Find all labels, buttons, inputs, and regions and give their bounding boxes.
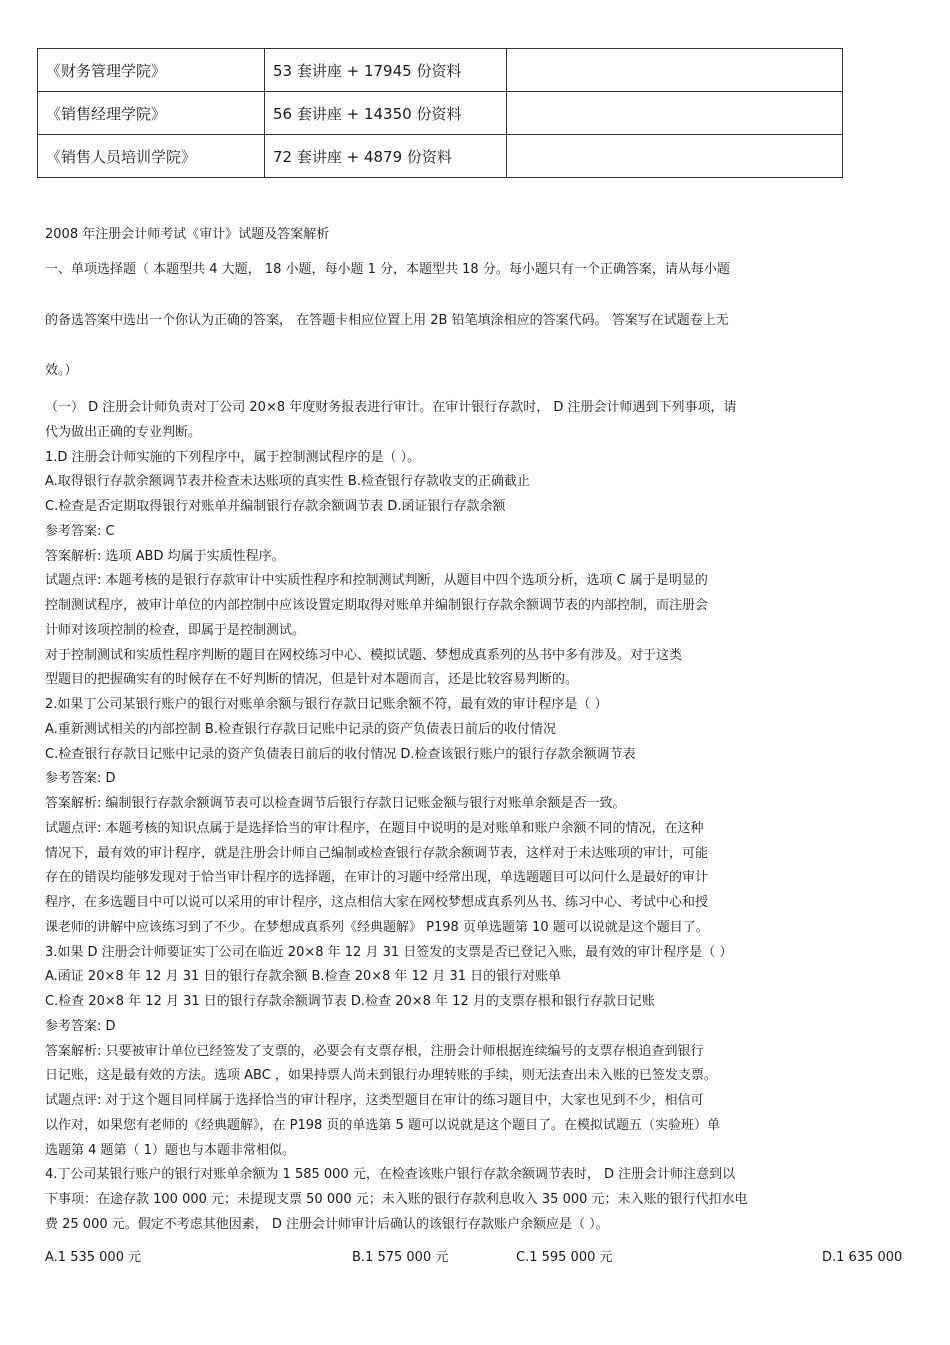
body-text-line: 型题目的把握确实有的时候存在不好判断的情况，但是针对本题而言，还是比较容易判断的。 [45, 672, 579, 688]
body-text-line: 2.如果丁公司某银行账户的银行对账单余额与银行存款日记账余额不符，最有效的审计程序是（ ） [45, 697, 608, 712]
body-text-line: 代为做出正确的专业判断。 [45, 424, 202, 440]
body-text-line: C.检查 20×8 年 12 月 31 日的银行存款余额调节表 D.检查 20×8 年 12 月的支票存根和银行存款日记账 [45, 994, 655, 1009]
empty-cell [507, 49, 843, 92]
body-text-line: 4.丁公司某银行账户的银行对账单余额为 1 585 000 元，在检查该账户银行存款余额调节表时， D 注册会计师注意到以 [45, 1167, 736, 1183]
resource-table [37, 48, 843, 178]
body-text-line: 情况下，最有效的审计程序，就是注册会计师自己编制或检查银行存款余额调节表，这样对于未达账项的审计，可能 [45, 845, 709, 861]
answer-option: B.1 575 000 元 [352, 1250, 449, 1265]
answer-option: A.1 535 000 元 [45, 1250, 142, 1265]
body-text-line: 参考答案: D [45, 771, 116, 787]
body-text-line: 计师对该项控制的检查，即属于是控制测试。 [45, 622, 306, 638]
empty-cell [507, 92, 843, 135]
body-text-line: 1.D 注册会计师实施的下列程序中，属于控制测试程序的是（ ）。 [45, 449, 421, 465]
college-name-cell: 《销售人员培训学院》 [38, 135, 265, 178]
resource-count-cell: 56 套讲座 + 14350 份资料 [265, 92, 507, 135]
body-text-line: 控制测试程序，被审计单位的内部控制中应该设置定期取得对账单并编制银行存款余额调节表的内部控制，而注册会 [45, 598, 709, 613]
body-text-line: 参考答案: D [45, 1018, 116, 1034]
body-text-line: 日记账，这是最有效的方法。选项 ABC ，如果持票人尚未到银行办理转账的手续，则无法查出未入账的已签发支票。 [45, 1068, 717, 1084]
body-text-line: 试题点评: 本题考核的是银行存款审计中实质性程序和控制测试判断，从题目中四个选项分析，选项 C 属于是明显的 [45, 573, 708, 589]
body-text-line: 程序，在多选题目中可以说可以采用的审计程序，这点相信大家在网校梦想成真系列丛书、练习中心、考试中心和授 [45, 895, 709, 910]
body-text-line: 答案解析: 编制银行存款余额调节表可以检查调节后银行存款日记账金额与银行对账单余额是否一致。 [45, 796, 626, 811]
table-row [38, 135, 843, 178]
table-row [38, 92, 843, 135]
document-title: 2008 年注册会计师考试《审计》试题及答案解析 [45, 227, 330, 242]
body-text-line: 以作对，如果您有老师的《经典题解》，在 P198 页的单选第 5 题可以说就是这个题目了。在模拟试题五（实验班）单 [45, 1117, 720, 1133]
body-text-line: C.检查是否定期取得银行对账单并编制银行存款余额调节表 D.函证银行存款余额 [45, 499, 506, 514]
body-text-line: 试题点评: 本题考核的知识点属于是选择恰当的审计程序，在题目中说明的是对账单和账户余额不同的情况，在这种 [45, 820, 704, 836]
body-text-line: 试题点评: 对于这个题目同样属于选择恰当的审计程序，这类型题目在审计的练习题目中，大家也见到不少，相信可 [45, 1093, 704, 1108]
body-text-line: 费 25 000 元。假定不考虑其他因素， D 注册会计师审计后确认的该银行存款账户余额应是（ ）。 [45, 1216, 609, 1232]
resource-count-cell: 72 套讲座 + 4879 份资料 [265, 135, 507, 178]
answer-option: C.1 595 000 元 [516, 1250, 613, 1265]
answer-option: D.1 635 000 [822, 1250, 903, 1265]
body-text-line: 3.如果 D 注册会计师要证实丁公司在临近 20×8 年 12 月 31 日签发的支票是否已登记入账，最有效的审计程序是（ ） [45, 944, 733, 960]
empty-cell [507, 135, 843, 178]
body-text-line: A.取得银行存款余额调节表并检查未达账项的真实性 B.检查银行存款收支的正确截止 [45, 474, 530, 490]
section-intro-line: 的备选答案中选出一个你认为正确的答案， 在答题卡相应位置上用 2B 铅笔填涂相应的答案代码。 答案写在试题卷上无 [45, 313, 729, 328]
body-text-line: 下事项：在途存款 100 000 元；未提现支票 50 000 元；未入账的银行存款利息收入 35 000 元；未入账的银行代扣水电 [45, 1192, 748, 1207]
body-text-line: 存在的错误均能够发现对于恰当审计程序的选择题，在审计的习题中经常出现，单选题题目可以问什么是最好的审计 [45, 870, 709, 886]
body-text-line: C.检查银行存款日记账中记录的资产负债表日前后的收付情况 D.检查该银行账户的银行存款余额调节表 [45, 746, 636, 762]
resource-count-cell: 53 套讲座 + 17945 份资料 [265, 49, 507, 92]
body-text-line: 答案解析: 只要被审计单位已经签发了支票的，必要会有支票存根，注册会计师根据连续编号的支票存根追查到银行 [45, 1043, 704, 1059]
body-text-line: A.重新测试相关的内部控制 B.检查银行存款日记账中记录的资产负债表日前后的收付情况 [45, 721, 556, 737]
body-text-line: 答案解析: 选项 ABD 均属于实质性程序。 [45, 548, 285, 564]
section-intro-line: 效。） [45, 363, 78, 378]
section-intro-line: 一、单项选择题（ 本题型共 4 大题， 18 小题，每小题 1 分，本题型共 18 分。每小题只有一个正确答案，请从每小题 [45, 262, 730, 277]
college-name-cell: 《财务管理学院》 [38, 49, 265, 92]
body-text-line: 参考答案: C [45, 523, 115, 539]
table-row [38, 49, 843, 92]
college-name-cell: 《销售经理学院》 [38, 92, 265, 135]
body-text-line: 选题第 4 题第（ 1）题也与本题非常相似。 [45, 1142, 295, 1158]
body-text-line: 对于控制测试和实质性程序判断的题目在网校练习中心、模拟试题、梦想成真系列的丛书中多有涉及。对于这类 [45, 647, 683, 663]
body-text-line: （一） D 注册会计师负责对丁公司 20×8 年度财务报表进行审计。在审计银行存款时， D 注册会计师遇到下列事项，请 [45, 400, 737, 415]
body-text-line: A.函证 20×8 年 12 月 31 日的银行存款余额 B.检查 20×8 年 12 月 31 日的银行对账单 [45, 969, 562, 985]
body-text-line: 课老师的讲解中应该练习到了不少。在梦想成真系列《经典题解》 P198 页单选题第 10 题可以说就是这个题目了。 [45, 919, 709, 935]
